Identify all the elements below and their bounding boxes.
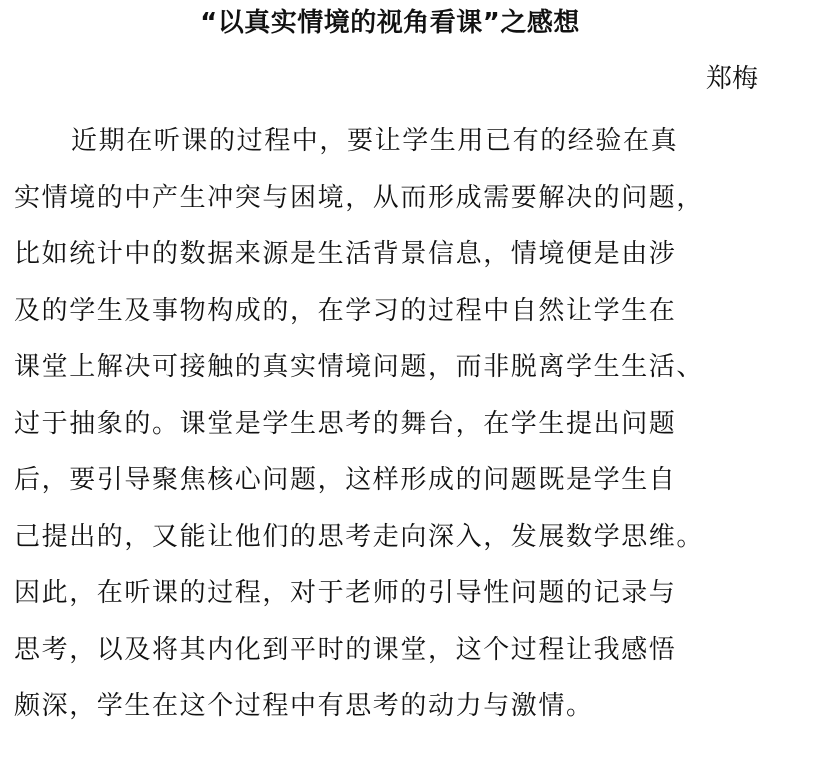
- paragraph-line: 近期在听课的过程中，要让学生用已有的经验在真: [71, 126, 679, 156]
- paragraph-line: 己提出的，又能让他们的思考走向深入，发展数学思维。: [14, 521, 705, 552]
- paragraph-line: 因此，在听课的过程，对于老师的引导性问题的记录与: [14, 578, 677, 608]
- paragraph-line: 后，要引导聚焦核心问题，这样形成的问题既是学生自: [14, 465, 677, 495]
- paragraph-line: 思考，以及将其内化到平时的课堂，这个过程让我感悟: [14, 634, 677, 665]
- document-title: “以真实情境的视角看课”之感想: [200, 8, 580, 38]
- paragraph-line: 颇深，学生在这个过程中有思考的动力与激情。: [14, 691, 594, 721]
- paragraph-line: 过于抽象的。课堂是学生思考的舞台，在学生提出问题: [14, 408, 677, 439]
- body-paragraph: [14, 113, 762, 735]
- paragraph-line: 课堂上解决可接触的真实情境问题，而非脱离学生生活、: [14, 352, 705, 382]
- author-name: 郑梅: [705, 64, 758, 94]
- paragraph-line: 比如统计中的数据来源是生活背景信息，情境便是由涉: [14, 239, 677, 269]
- paragraph-line: 实情境的中产生冲突与困境，从而形成需要解决的问题，: [14, 182, 705, 213]
- paragraph-line: 及的学生及事物构成的，在学习的过程中自然让学生在: [14, 295, 677, 326]
